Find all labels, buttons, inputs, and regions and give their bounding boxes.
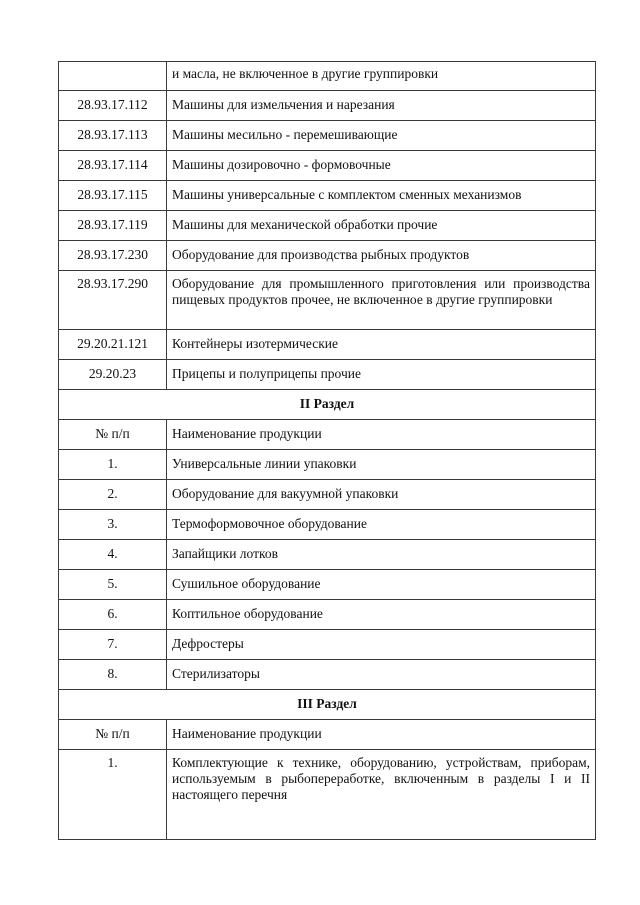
row-number: 1. <box>59 750 167 840</box>
table-row <box>59 91 596 121</box>
row-number: 2. <box>59 480 167 510</box>
product-name: Прицепы и полуприцепы прочие <box>167 360 596 390</box>
table-row <box>59 480 596 510</box>
product-name: Машины дозировочно - формовочные <box>167 151 596 181</box>
product-name: Машины для измельчения и нарезания <box>167 91 596 121</box>
table-header-row <box>59 420 596 450</box>
product-list-table <box>58 61 596 840</box>
okpd-code: 28.93.17.290 <box>59 271 167 330</box>
table-row <box>59 630 596 660</box>
row-number: 1. <box>59 450 167 480</box>
product-name: Сушильное оборудование <box>167 570 596 600</box>
table-row <box>59 750 596 840</box>
product-name: Запайщики лотков <box>167 540 596 570</box>
product-name: Оборудование для производства рыбных продуктов <box>167 241 596 271</box>
section-heading-row <box>59 690 596 720</box>
product-name: и масла, не включенное в другие группировки <box>167 62 596 91</box>
product-name: Машины месильно - перемешивающие <box>167 121 596 151</box>
table-row <box>59 62 596 91</box>
table-row <box>59 241 596 271</box>
table-header-row <box>59 720 596 750</box>
product-name: Оборудование для промышленного приготовления или производства пищевых продуктов прочее, не включенное в другие группировки <box>167 271 596 330</box>
product-name: Универсальные линии упаковки <box>167 450 596 480</box>
column-header-number: № п/п <box>59 420 167 450</box>
product-name: Оборудование для вакуумной упаковки <box>167 480 596 510</box>
product-name: Термоформовочное оборудование <box>167 510 596 540</box>
table-row <box>59 540 596 570</box>
okpd-code: 29.20.21.121 <box>59 330 167 360</box>
column-header-number: № п/п <box>59 720 167 750</box>
table-row <box>59 271 596 330</box>
product-name: Комплектующие к технике, оборудованию, устройствам, приборам, используемым в рыбопереработке, включенным в разделы I и II настоящего перечня <box>167 750 596 840</box>
row-number: 6. <box>59 600 167 630</box>
product-name: Стерилизаторы <box>167 660 596 690</box>
row-number: 3. <box>59 510 167 540</box>
section-heading-row <box>59 390 596 420</box>
okpd-code: 28.93.17.113 <box>59 121 167 151</box>
table-row <box>59 450 596 480</box>
table-row <box>59 600 596 630</box>
table-row <box>59 570 596 600</box>
row-number: 7. <box>59 630 167 660</box>
table-row <box>59 211 596 241</box>
product-name: Машины для механической обработки прочие <box>167 211 596 241</box>
table-row <box>59 181 596 211</box>
row-number: 5. <box>59 570 167 600</box>
product-name: Машины универсальные с комплектом сменных механизмов <box>167 181 596 211</box>
okpd-code: 28.93.17.114 <box>59 151 167 181</box>
okpd-code: 28.93.17.115 <box>59 181 167 211</box>
okpd-code: 28.93.17.112 <box>59 91 167 121</box>
table-row <box>59 660 596 690</box>
section-title: II Раздел <box>59 390 596 420</box>
table-row <box>59 330 596 360</box>
table-row <box>59 360 596 390</box>
row-number: 8. <box>59 660 167 690</box>
table-row <box>59 121 596 151</box>
product-name: Дефростеры <box>167 630 596 660</box>
product-name: Контейнеры изотермические <box>167 330 596 360</box>
table-row <box>59 510 596 540</box>
okpd-code <box>59 62 167 91</box>
okpd-code: 29.20.23 <box>59 360 167 390</box>
okpd-code: 28.93.17.119 <box>59 211 167 241</box>
okpd-code: 28.93.17.230 <box>59 241 167 271</box>
row-number: 4. <box>59 540 167 570</box>
column-header-name: Наименование продукции <box>167 420 596 450</box>
table-row <box>59 151 596 181</box>
section-title: III Раздел <box>59 690 596 720</box>
column-header-name: Наименование продукции <box>167 720 596 750</box>
product-name: Коптильное оборудование <box>167 600 596 630</box>
